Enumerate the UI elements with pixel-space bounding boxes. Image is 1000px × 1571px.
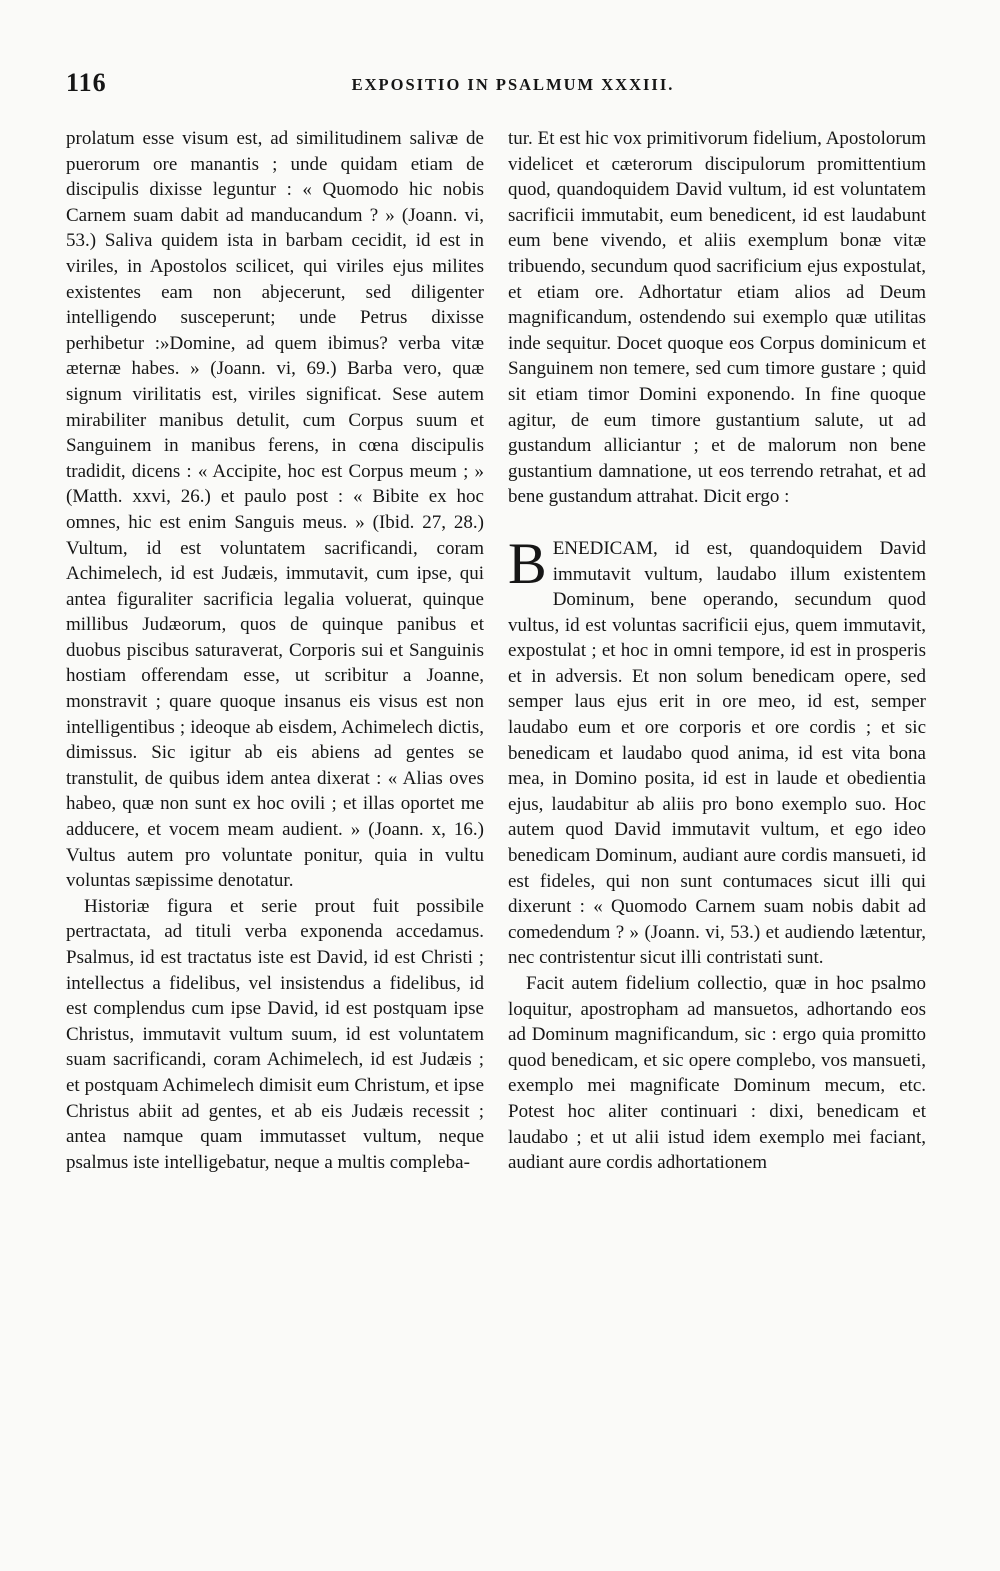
right-paragraph-3: Facit autem fidelium collectio, quæ in hoc psalmo loquitur, apostropham ad mansuetos, adhortando eos ad Dominum magnificandum, sic : ergo quia promitto quod benedicam, et sic opere complebo, vos mansueti, exemplo mei magnificate Dominum mecum, etc. Potest hoc aliter continuari : dixi, benedicam et laudabo ; et ut alii istud idem exemplo mei faciant, audiant aure cordis adhortationem	[508, 973, 926, 1174]
running-title: EXPOSITIO IN PSALMUM XXXIII.	[351, 75, 675, 94]
right-column	[508, 126, 926, 1176]
right-paragraph-2-text: ENEDICAM, id est, quandoquidem David immutavit vultum, laudabo illum existentem Dominum, bene operando, secundum quod vultus, id est voluntas sacrificii ejus, quem immutavit, expostulat ; et hoc in omni tempore, id est in prosperis et in adversis. Et non solum benedicam opere, sed semper laus ejus erit in ore meo, id est, semper laudabo eum et ore corporis et ore cordis ; et sic benedicam et laudabo quod anima, id est vita bona mea, in Domino posita, id est in laude et obedientia ejus, laudabitur ab aliis pro bono exemplo suo. Hoc autem quod David immutavit vultum, et ego ideo benedicam Dominum, audiant aure cordis mansueti, id est fideles, qui non sunt contumaces sicut illi qui dixerunt : « Quomodo Carnem suam nobis dabit ad comedendum ? » (Joann. vi, 53.) et audiendo lætentur, nec contristentur sicut illi contristati sunt.	[508, 537, 926, 969]
right-paragraph-1: tur. Et est hic vox primitivorum fidelium, Apostolorum videlicet et cæterorum discipulorum promittentium quod, quandoquidem David vultum, id est voluntatem sacrificii immutabit, eum benedicent, id est laudabunt eum bene vivendo, et aliis exemplum bonæ vitæ tribuendo, secundum quod sacrificium ejus expostulat, et etiam ore. Adhortatur etiam alios ad Deum magnificandum, ostendendo sui exemplo quæ utilitas inde sequitur. Docet quoque eos Corpus dominicum et Sanguinem non temere, sed cum timore gustare ; quid sit etiam timor Domini exponendo. In fine quoque agitur, de eum timore gustantium salute, ut ad gustandum alliciantur ; et de malorum non bene gustantium damnatione, ut eos terrendo retrahat, et ad bene gustandum attrahat. Dicit ergo :	[508, 128, 926, 508]
drop-cap: B	[508, 530, 547, 596]
left-paragraph-1: prolatum esse visum est, ad similitudinem salivæ de puerorum ore manantis ; unde quidam etiam de discipulis dixisse leguntur : « Quomodo hic nobis Carnem suam dabit ad manducandum ? » (Joann. vi, 53.) Saliva quidem ista in barbam cecidit, id est in viriles, in Apostolos scilicet, qui viriles ejus milites existentes eam non abjecerunt, sed diligenter intelligendo susceperunt; unde Petrus dixisse perhibetur :»Domine, ad quem ibimus? verba vitæ æternæ habes. » (Joann. vi, 69.) Barba vero, quæ signum virilitatis est, viriles significat. Sese autem mirabiliter manibus detulit, cum Corpus suum et Sanguinem in manibus ferens, in cœna discipulis tradidit, dicens : « Accipite, hoc est Corpus meum ; » (Matth. xxvi, 26.) et paulo post : « Bibite ex hoc omnes, hic est enim Sanguis meus. » (Ibid. 27, 28.) Vultum, id est voluntatem sacrificandi, coram Achimelech, id est Judæis, immutavit, cum ipse, qui antea figuraliter sacrificia legalia voluerat, quinque millibus Judæorum, quos de quinque panibus et duobus piscibus saturaverat, Corporis sui et Sanguinis hostiam offerendam esse, ut scribitur a Joanne, monstravit ; quare quoque insanus eis visus est non intelligentibus ; ideoque ab eisdem, Achimelech dictis, dimissus. Sic igitur ab eis abiens ad gentes se transtulit, de quibus idem antea dixerat : « Alias oves habeo, quæ non sunt ex hoc ovili ; et illas oportet me adducere, et vocem meam audient. » (Joann. x, 16.) Vultus autem pro voluntate ponitur, quia in vultu voluntas sæpissime denotatur.	[66, 128, 484, 892]
running-header	[66, 68, 936, 102]
left-paragraph-2: Historiæ figura et serie prout fuit possibile pertractata, ad tituli verba exponenda accedamus. Psalmus, id est tractatus iste est David, id est Christi ; intellectus a fidelibus, vel insistendus a fidelibus, id est complendus cum ipse David, id est postquam ipse Christus, immutavit vultum suum, id est voluntatem suam sacrificandi, coram Achimelech, id est Judæis ; et postquam Achimelech dimisit eum Christum, et ipse Christus abiit ad gentes, et ab eis Judæis recessit ; antea namque quam immutasset vultum, neque psalmus iste intelligebatur, neque a multis compleba-	[66, 895, 484, 1173]
left-column	[66, 126, 484, 1175]
page-number: 116	[66, 68, 107, 97]
right-paragraph-2	[508, 530, 926, 971]
